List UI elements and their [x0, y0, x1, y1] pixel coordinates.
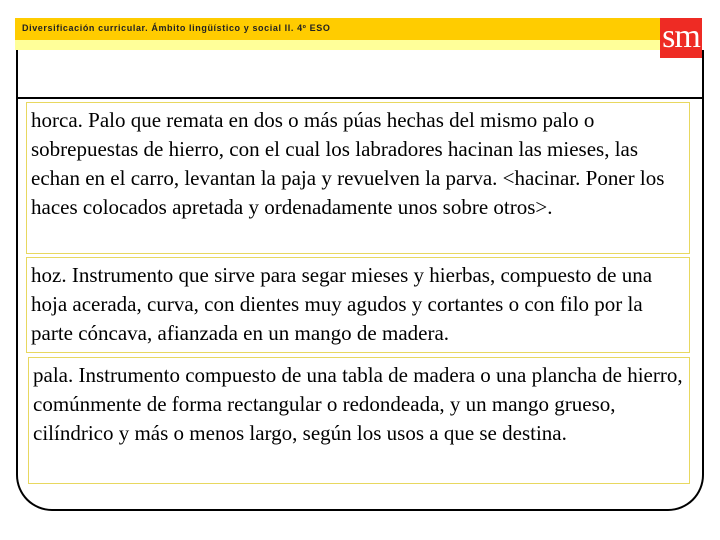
definition: . Palo que remata en dos o más púas hechas del mismo palo o sobrepuestas de hierro, con el cual los labradores hacinan las mieses, las echan en el carro, levantan la paja y revuelven la parva. <hacinar. Poner los haces colocados apretada y ordenadamente unos sobre otros>.	[31, 108, 665, 219]
header-title: Diversificación curricular. Ámbito lingüístico y social II. 4º ESO	[22, 23, 331, 33]
term: pala	[33, 363, 68, 387]
definition-hoz	[26, 257, 690, 353]
definition: . Instrumento compuesto de una tabla de madera o una plancha de hierro, comúnmente de forma rectangular o redondeada, y un mango grueso, cilíndrico y más o menos largo, según los usos a que se destina.	[33, 363, 683, 445]
term: hoz	[31, 263, 62, 287]
definition-horca	[26, 102, 690, 254]
sm-logo: sm	[660, 18, 702, 58]
header-bar	[15, 18, 660, 40]
header-subbar	[15, 40, 660, 50]
definition: . Instrumento que sirve para segar mieses y hierbas, compuesto de una hoja acerada, curva, con dientes muy agudos y cortantes o con filo por la parte cóncava, afianzada en un mango de madera.	[31, 263, 653, 345]
definition-pala	[28, 357, 690, 484]
divider	[16, 97, 704, 99]
term: horca	[31, 108, 78, 132]
